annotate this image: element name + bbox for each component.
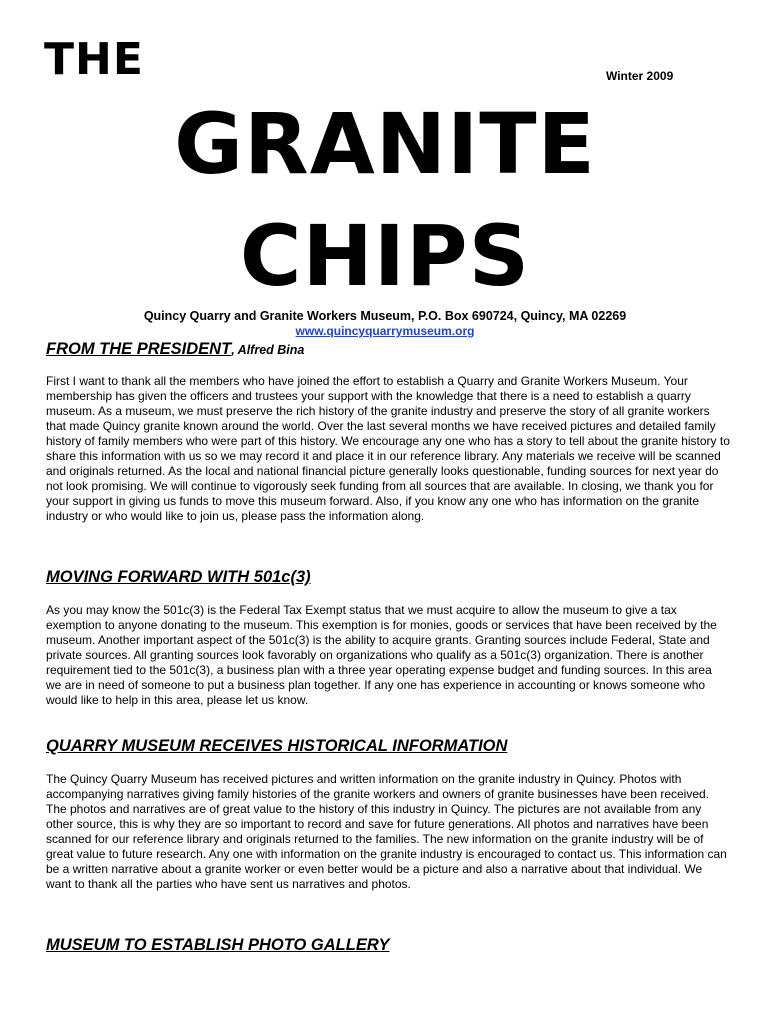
- museum-address: Quincy Quarry and Granite Workers Museum, P.O. Box 690724, Quincy, MA 02269: [143, 309, 627, 323]
- section-body-historical-info: The Quincy Quarry Museum has received pictures and written information on the granite industry in Quincy. Photos with accompanying narratives giving family histories of the granite workers and owners of granite businesses have been received. The photos and narratives are of great value to the history of this industry in Quincy. The pictures are not available from any other source, this is why they are so important to record and save for future generations. All photos and narratives have been scanned for our reference library and originals returned to the families. The new information on the granite industry will be of great value to future research. Any one with information on the granite industry is encouraged to contact us. This information can be a written narrative about a granite worker or even better would be a picture and also a narrative about that individual. We want to thank all the parties who have sent us narratives and photos.: [46, 772, 727, 891]
- website-link[interactable]: www.quincyquarrymuseum.org: [295, 324, 475, 338]
- section-heading-photo-gallery: MUSEUM TO ESTABLISH PHOTO GALLERY: [46, 936, 390, 954]
- section-heading-historical-info: QUARRY MUSEUM RECEIVES HISTORICAL INFORMATION: [46, 737, 508, 755]
- section-body-president: First I want to thank all the members who have joined the effort to establish a Quarry and Granite Workers Museum. Your membership has given the officers and trustees your support with the knowledge that there is a need to establish a quarry museum. As a museum, we must preserve the rich history of the granite industry and preserve the story of all granite workers that made Quincy granite known around the world. Over the last several months we have received pictures and detailed family history of family members who were part of this history. We encourage any one who has a story to tell about the granite history to share this information with us so we may record it and place it in our reference library. Any materials we receive will be scanned and originals returned. As the local and national financial picture generally looks questionable, funding sources for next year do not look promising. We will continue to vigorously seek funding from all sources that are available. In closing, we thank you for your support in giving us funds to move this museum forward. Also, if you know any one who has information on the granite industry or who would like to join us, please pass the information along.: [46, 374, 730, 523]
- newsletter-title-line2: CHIPS: [239, 207, 531, 305]
- section-heading-501c3: MOVING FORWARD WITH 501c(3): [46, 568, 311, 586]
- section-body-501c3: As you may know the 501c(3) is the Federal Tax Exempt status that we must acquire to allow the museum to give a tax exemption to anyone donating to the museum. This exemption is for monies, goods or services that have been received by the museum. Another important aspect of the 501c(3) is the ability to acquire grants. Granting sources include Federal, State and private sources. All granting sources look favorably on organizations who qualify as a 501c(3) organization. There is another requirement tied to the 501c(3), a business plan with a three year operating expense budget and funding sources. In this area we are in need of someone to put a business plan together. If any one has experience in accounting or knows someone who would like to help in this area, please let us know.: [46, 603, 717, 707]
- masthead-the: THE: [44, 34, 144, 85]
- newsletter-title-line1: GRANITE: [174, 95, 596, 193]
- section-byline: , Alfred Bina: [231, 343, 305, 357]
- section-heading-text: FROM THE PRESIDENT: [46, 340, 232, 358]
- section-heading-president: [46, 340, 304, 359]
- issue-date: Winter 2009: [606, 69, 674, 83]
